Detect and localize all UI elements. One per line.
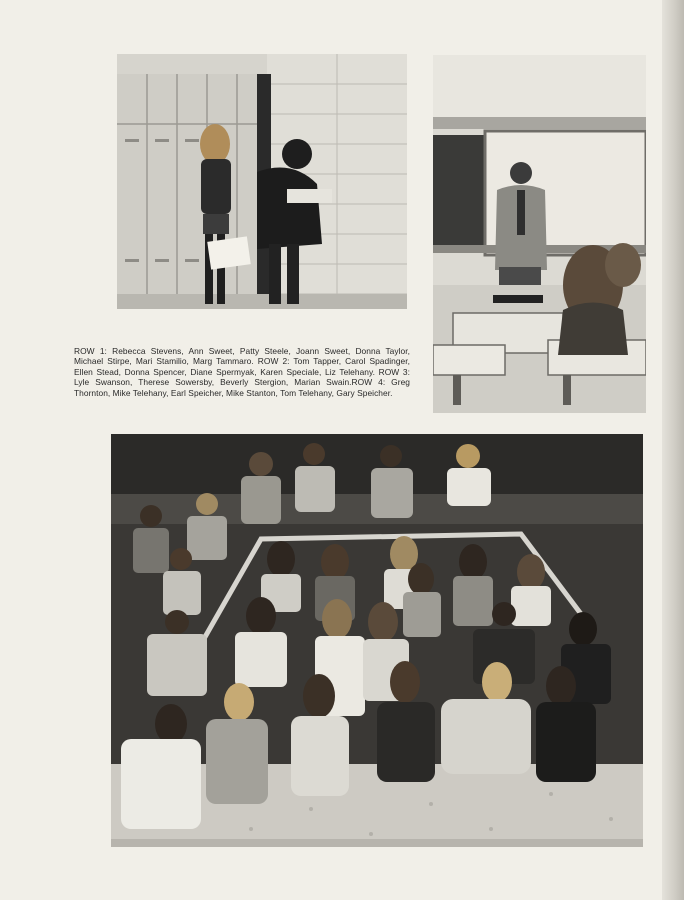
teacher-photo (433, 55, 646, 413)
roster-caption: ROW 1: Rebecca Stevens, Ann Sweet, Patty Steele, Joann Sweet, Donna Taylor, Michael Stirpe, Mari Stamilio, Marg Tammaro. ROW 2: Tom Tapper, Carol Spadinger, Ellen Stead, Donna Spencer, Diane Spermyak, Karen Speciale, Liz Telehany. ROW 3: Lyle Swanson, Therese Sowersby, Beverly Stergion, Marian Swain.ROW 4: Greg Thornton, Mike Telehany, Earl Speicher, Mike Stanton, Tom Telehany, Gary Speicher. (74, 346, 410, 398)
group-photo (111, 434, 643, 847)
page-binding-edge (662, 0, 684, 900)
locker-photo (117, 54, 407, 309)
